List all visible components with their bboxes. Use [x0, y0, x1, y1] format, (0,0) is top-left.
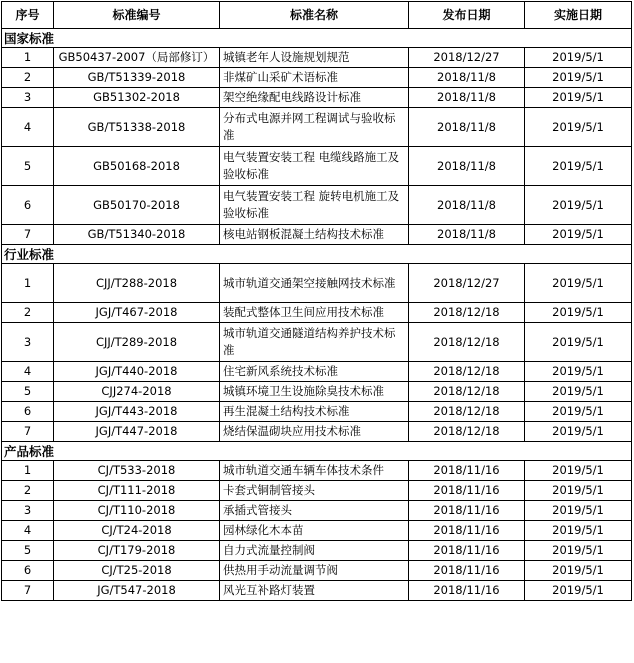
cell-standard-name: 非煤矿山采矿术语标准 — [220, 68, 409, 88]
table-row — [2, 382, 632, 402]
cell-publish-date: 2018/12/18 — [409, 303, 525, 323]
table-row — [2, 422, 632, 442]
cell-standard-name: 分布式电源并网工程调试与验收标准 — [220, 108, 409, 147]
cell-seq: 1 — [2, 48, 54, 68]
table-row — [2, 362, 632, 382]
table-row — [2, 264, 632, 303]
cell-implement-date: 2019/5/1 — [525, 225, 632, 245]
cell-standard-code: GB/T51338-2018 — [54, 108, 220, 147]
cell-standard-code: CJ/T533-2018 — [54, 461, 220, 481]
cell-seq: 3 — [2, 88, 54, 108]
cell-seq: 3 — [2, 501, 54, 521]
cell-seq: 4 — [2, 521, 54, 541]
cell-implement-date: 2019/5/1 — [525, 88, 632, 108]
cell-publish-date: 2018/11/8 — [409, 68, 525, 88]
cell-standard-code: GB50437-2007（局部修订） — [54, 48, 220, 68]
cell-standard-name: 架空绝缘配电线路设计标准 — [220, 88, 409, 108]
cell-standard-code: JGJ/T443-2018 — [54, 402, 220, 422]
cell-implement-date: 2019/5/1 — [525, 186, 632, 225]
table-row — [2, 402, 632, 422]
cell-standard-name: 城市轨道交通架空接触网技术标准 — [220, 264, 409, 303]
cell-seq: 6 — [2, 402, 54, 422]
cell-seq: 5 — [2, 541, 54, 561]
table-row — [2, 68, 632, 88]
cell-standard-code: JG/T547-2018 — [54, 581, 220, 601]
header-name: 标准名称 — [220, 2, 409, 29]
cell-standard-code: JGJ/T447-2018 — [54, 422, 220, 442]
cell-standard-code: CJ/T25-2018 — [54, 561, 220, 581]
cell-publish-date: 2018/11/8 — [409, 108, 525, 147]
cell-publish-date: 2018/12/27 — [409, 48, 525, 68]
header-implement-date: 实施日期 — [525, 2, 632, 29]
cell-standard-code: CJ/T111-2018 — [54, 481, 220, 501]
cell-implement-date: 2019/5/1 — [525, 481, 632, 501]
cell-publish-date: 2018/11/16 — [409, 581, 525, 601]
cell-standard-name: 电气装置安装工程 旋转电机施工及验收标准 — [220, 186, 409, 225]
cell-implement-date: 2019/5/1 — [525, 461, 632, 481]
cell-publish-date: 2018/12/27 — [409, 264, 525, 303]
table-row — [2, 147, 632, 186]
cell-seq: 2 — [2, 481, 54, 501]
cell-seq: 7 — [2, 581, 54, 601]
cell-implement-date: 2019/5/1 — [525, 147, 632, 186]
cell-implement-date: 2019/5/1 — [525, 561, 632, 581]
table-body — [2, 29, 632, 601]
cell-implement-date: 2019/5/1 — [525, 501, 632, 521]
cell-standard-code: GB/T51340-2018 — [54, 225, 220, 245]
section-title: 国家标准 — [2, 29, 632, 48]
section-title: 行业标准 — [2, 245, 632, 264]
header-seq: 序号 — [2, 2, 54, 29]
cell-publish-date: 2018/11/16 — [409, 461, 525, 481]
cell-seq: 2 — [2, 303, 54, 323]
cell-standard-name: 核电站钢板混凝土结构技术标准 — [220, 225, 409, 245]
cell-standard-code: JGJ/T440-2018 — [54, 362, 220, 382]
cell-publish-date: 2018/11/8 — [409, 186, 525, 225]
cell-implement-date: 2019/5/1 — [525, 68, 632, 88]
table-row — [2, 481, 632, 501]
table-row — [2, 541, 632, 561]
cell-seq: 1 — [2, 461, 54, 481]
cell-seq: 3 — [2, 323, 54, 362]
cell-standard-name: 承插式管接头 — [220, 501, 409, 521]
cell-standard-name: 城镇环境卫生设施除臭技术标准 — [220, 382, 409, 402]
cell-standard-name: 卡套式铜制管接头 — [220, 481, 409, 501]
cell-standard-code: CJJ/T288-2018 — [54, 264, 220, 303]
cell-standard-name: 城市轨道交通车辆车体技术条件 — [220, 461, 409, 481]
cell-implement-date: 2019/5/1 — [525, 521, 632, 541]
cell-implement-date: 2019/5/1 — [525, 541, 632, 561]
table-header — [2, 2, 632, 29]
table-row — [2, 88, 632, 108]
cell-standard-name: 自力式流量控制阀 — [220, 541, 409, 561]
cell-publish-date: 2018/12/18 — [409, 382, 525, 402]
table-row — [2, 108, 632, 147]
cell-publish-date: 2018/11/16 — [409, 561, 525, 581]
cell-standard-code: CJ/T179-2018 — [54, 541, 220, 561]
cell-implement-date: 2019/5/1 — [525, 303, 632, 323]
cell-standard-code: GB50168-2018 — [54, 147, 220, 186]
cell-standard-code: CJ/T24-2018 — [54, 521, 220, 541]
cell-seq: 5 — [2, 382, 54, 402]
table-row — [2, 581, 632, 601]
table-row — [2, 186, 632, 225]
cell-standard-code: GB51302-2018 — [54, 88, 220, 108]
cell-seq: 7 — [2, 422, 54, 442]
table-row — [2, 521, 632, 541]
cell-standard-name: 城市轨道交通隧道结构养护技术标准 — [220, 323, 409, 362]
cell-standard-name: 电气装置安装工程 电缆线路施工及验收标准 — [220, 147, 409, 186]
table-row — [2, 461, 632, 481]
section-row — [2, 29, 632, 48]
cell-standard-name: 供热用手动流量调节阀 — [220, 561, 409, 581]
table-row — [2, 501, 632, 521]
cell-implement-date: 2019/5/1 — [525, 108, 632, 147]
cell-implement-date: 2019/5/1 — [525, 382, 632, 402]
cell-implement-date: 2019/5/1 — [525, 422, 632, 442]
cell-publish-date: 2018/11/16 — [409, 481, 525, 501]
cell-publish-date: 2018/12/18 — [409, 402, 525, 422]
cell-publish-date: 2018/11/16 — [409, 501, 525, 521]
standards-table — [1, 1, 632, 601]
cell-seq: 4 — [2, 362, 54, 382]
cell-standard-code: JGJ/T467-2018 — [54, 303, 220, 323]
cell-implement-date: 2019/5/1 — [525, 581, 632, 601]
cell-publish-date: 2018/11/8 — [409, 147, 525, 186]
cell-implement-date: 2019/5/1 — [525, 362, 632, 382]
header-publish-date: 发布日期 — [409, 2, 525, 29]
cell-seq: 5 — [2, 147, 54, 186]
section-row — [2, 442, 632, 461]
table-row — [2, 225, 632, 245]
cell-seq: 4 — [2, 108, 54, 147]
cell-standard-code: GB/T51339-2018 — [54, 68, 220, 88]
cell-standard-name: 园林绿化木本苗 — [220, 521, 409, 541]
cell-seq: 7 — [2, 225, 54, 245]
cell-standard-code: CJJ274-2018 — [54, 382, 220, 402]
section-row — [2, 245, 632, 264]
cell-seq: 6 — [2, 561, 54, 581]
cell-standard-name: 风光互补路灯装置 — [220, 581, 409, 601]
cell-publish-date: 2018/11/8 — [409, 88, 525, 108]
cell-standard-name: 城镇老年人设施规划规范 — [220, 48, 409, 68]
cell-standard-code: CJ/T110-2018 — [54, 501, 220, 521]
table-row — [2, 48, 632, 68]
cell-implement-date: 2019/5/1 — [525, 48, 632, 68]
cell-seq: 2 — [2, 68, 54, 88]
cell-implement-date: 2019/5/1 — [525, 323, 632, 362]
cell-standard-code: CJJ/T289-2018 — [54, 323, 220, 362]
cell-standard-name: 装配式整体卫生间应用技术标准 — [220, 303, 409, 323]
table-row — [2, 561, 632, 581]
cell-publish-date: 2018/12/18 — [409, 362, 525, 382]
cell-publish-date: 2018/12/18 — [409, 422, 525, 442]
cell-publish-date: 2018/11/16 — [409, 541, 525, 561]
header-code: 标准编号 — [54, 2, 220, 29]
cell-implement-date: 2019/5/1 — [525, 264, 632, 303]
table-row — [2, 303, 632, 323]
cell-standard-name: 烧结保温砌块应用技术标准 — [220, 422, 409, 442]
cell-standard-name: 住宅新风系统技术标准 — [220, 362, 409, 382]
cell-seq: 1 — [2, 264, 54, 303]
cell-publish-date: 2018/11/16 — [409, 521, 525, 541]
cell-publish-date: 2018/11/8 — [409, 225, 525, 245]
table-row — [2, 323, 632, 362]
cell-seq: 6 — [2, 186, 54, 225]
cell-standard-name: 再生混凝土结构技术标准 — [220, 402, 409, 422]
cell-implement-date: 2019/5/1 — [525, 402, 632, 422]
cell-publish-date: 2018/12/18 — [409, 323, 525, 362]
cell-standard-code: GB50170-2018 — [54, 186, 220, 225]
section-title: 产品标准 — [2, 442, 632, 461]
